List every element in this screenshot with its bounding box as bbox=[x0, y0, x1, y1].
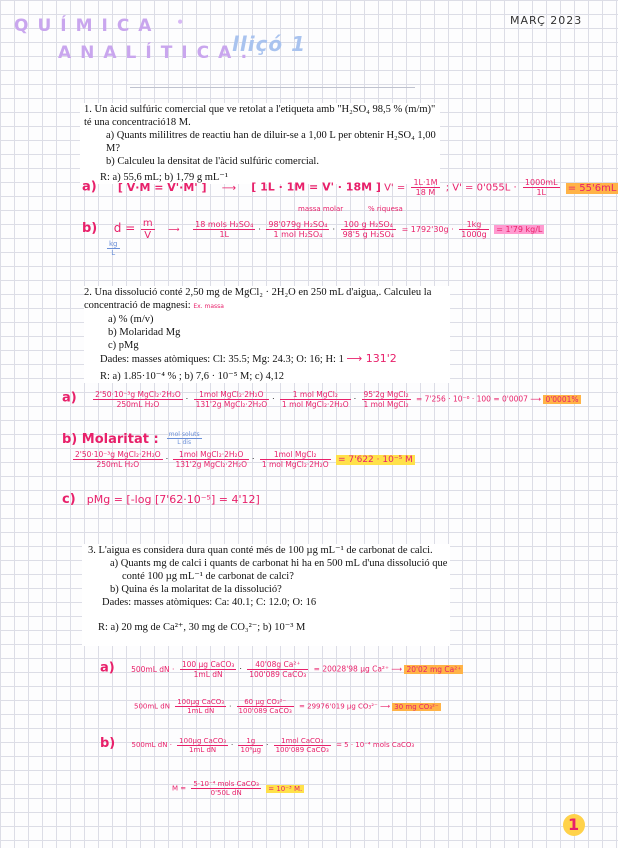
work-1b-result: = 1'79 kg/L bbox=[496, 225, 543, 234]
w3b-factor-2: $\frac{1g}{\text{10⁶µg}}$ bbox=[240, 736, 262, 754]
molarity-definition: $\frac{\text{mol soluts}}{\text{L dis}}$ bbox=[168, 431, 200, 446]
molarity-fraction: $\frac{\text{5·10⁻⁴ mols CaCO₃}}{\text{0'50L dN}}$ bbox=[193, 780, 259, 797]
problem-3-data: Dades: masses atòmiques: Ca: 40.1; C: 12.0; O: 16 bbox=[102, 597, 317, 608]
date: MARÇ 2023 bbox=[510, 14, 583, 27]
problem-3-statement: L'aigua es considera dura quan conté més de 100 µg mL⁻¹ de carbonat de calci. bbox=[98, 545, 433, 556]
work-3-molarity bbox=[172, 780, 304, 797]
work-1b-label: b) bbox=[82, 221, 98, 236]
problem-1-part-b: b) Calculeu la densitat de l'àcid sulfúric comercial. bbox=[106, 156, 319, 167]
problem-3-answer: R: a) 20 mg de Ca²⁺, 30 mg de CO₃²⁻; b) 10⁻³ M bbox=[98, 622, 306, 633]
work-2c bbox=[62, 488, 260, 507]
volume-symbol: V' = bbox=[384, 182, 406, 194]
w3b-result: = 5 · 10⁻⁴ mols CaCO₃ bbox=[336, 741, 415, 749]
w2b-factor-3: $\frac{\text{1mol MgCl₂}}{\text{1 mol MgCl₂·2H₂O}}$ bbox=[261, 450, 329, 469]
w3a1-result: = 20028'98 µg Ca²⁺ bbox=[313, 664, 389, 674]
work-3a-line2: 500mL dN $\frac{\text{100µg CaCO₃}}{\text{1mL dN}}$ · $\frac{\text{60 µg CO₃²⁻}}{\text{100'089 CaCO₃}}$ = 29976'019 µg CO₃²⁻ ⟶ 30 mg CO₃²⁻ bbox=[134, 698, 439, 715]
ml-conversion: $\frac{1000mL}{1L}$ bbox=[524, 178, 558, 197]
work-2b-result: = 7'622 · 10⁻⁵ M bbox=[338, 454, 413, 465]
w2a-factor-2: $\frac{\text{1mol MgCl₂·2H₂O}}{\text{131'2g MgCl₂·2H₂O}}$ bbox=[195, 390, 268, 409]
density-fraction: $\frac{m}{V}$ bbox=[142, 218, 153, 241]
header-divider bbox=[130, 87, 415, 88]
density-units: $\frac{kg}{L}$ bbox=[109, 240, 118, 257]
w3a1-start: 500mL dN · bbox=[131, 664, 175, 674]
page-number: 1 bbox=[568, 815, 580, 834]
problem-2-part-a: a) % (m/v) bbox=[108, 314, 154, 325]
note-molar-mass: massa molar bbox=[298, 205, 344, 213]
problem-1-statement: Un àcid sulfúric comercial que ve retolat a l'etiqueta amb "H₂SO₄ 98,5 % (m/m)" té una concentració18 M. bbox=[84, 104, 436, 128]
dilution-substitution: [ 1L · 1M = V' · 18M ] bbox=[251, 180, 381, 194]
b-factor-4: $\frac{1kg}{1000g}$ bbox=[461, 220, 487, 239]
problem-3-number: 3. bbox=[88, 545, 96, 556]
title-line1: QUÍMICA bbox=[14, 16, 161, 36]
w2a-factor-1: $\frac{\text{2'50·10⁻³g MgCl₂·2H₂O}}{\text{250mL H₂O}}$ bbox=[95, 390, 181, 409]
b-factor-3: $\frac{\text{100 g H₂SO₄}}{\text{98'5 g H₂SO₄}}$ bbox=[342, 220, 395, 239]
problem-2-answer: R: a) 1.85·10⁻⁴ % ; b) 7,6 · 10⁻⁵ M; c) 4,12 bbox=[100, 371, 285, 382]
w3a2-final: 30 mg CO₃²⁻ bbox=[394, 702, 439, 711]
problem-2-part-b: b) Molaridad Mg bbox=[108, 327, 181, 338]
w3a1-final: 20'02 mg Ca²⁺ bbox=[406, 664, 462, 674]
work-2b: $\frac{\text{2'50·10⁻³g MgCl₂·2H₂O}}{\text{250mL H₂O}}$ · $\frac{\text{1mol MgCl₂·2H₂O}}{\text{131'2g MgCl₂·2H₂O}}$ · $\frac{\text{1mol MgCl₂}}{\text{1 mol MgCl₂·2H₂O}}$ = 7'622 · 10⁻⁵ M bbox=[75, 450, 413, 469]
work-3a-label: a) bbox=[100, 660, 115, 676]
work-3b-label: b) bbox=[100, 736, 116, 751]
problem-2: 2. Una dissolució conté 2,50 mg de MgCl₂ · 2H₂O en 250 mL d'aigua,. Calculeu la concentració de magnesi: Ex. massa a) % (m/v) b) Molaridad Mg c) pMg Dades: masses atòmiques: Cl: 35.5; Mg: 24.3; O: 16; H: 1 ⟶ 131'2 R: a) 1.85·10⁻⁴ % ; b) 7,6 · 10⁻⁵ M; c) 4,12 bbox=[84, 286, 450, 383]
w2a-factor-4: $\frac{\text{95'2g MgCl₂}}{\text{1 mol MgCl₂}}$ bbox=[363, 390, 409, 409]
volume-fraction: $\frac{1L\cdot 1M}{18 M}$ bbox=[413, 178, 438, 197]
work-1a-label: a) bbox=[82, 179, 97, 195]
problem-2-note: Ex. massa bbox=[193, 303, 224, 310]
work-3a-line1: a) 500mL dN · $\frac{\text{100 µg CaCO₃}}{\text{1mL dN}}$ · $\frac{\text{40'08g Ca²⁺}}{\text{100'089 CaCO₃}}$ = 20028'98 µg Ca²⁺ ⟶ 20'02 mg Ca²⁺ bbox=[100, 660, 462, 679]
w3a2-result: = 29976'019 µg CO₃²⁻ bbox=[299, 702, 378, 711]
problem-1-answer: R: a) 55,6 mL; b) 1,79 g mL⁻¹ bbox=[100, 172, 228, 183]
volume-value: ; V' = 0'055L · bbox=[445, 182, 517, 194]
work-2b-heading bbox=[62, 428, 205, 447]
work-2a-result: = 7'256 · 10⁻⁶ · 100 = 0'0007 bbox=[415, 394, 528, 404]
w3b-factor-3: $\frac{\text{1mol CaCO₃}}{\text{100'089 CaCO₃}}$ bbox=[275, 736, 329, 754]
note-richness: % riquesa bbox=[368, 205, 403, 213]
lesson-title: lliçó 1 bbox=[232, 32, 307, 56]
w3a1-factor-2: $\frac{\text{40'08g Ca²⁺}}{\text{100'089 CaCO₃}}$ bbox=[249, 660, 307, 679]
work-1a-result: = 55'6mL bbox=[567, 182, 617, 194]
problem-2-statement: Una dissolució conté 2,50 mg de MgCl₂ · 2H₂O en 250 mL d'aigua,. Calculeu la concentració de magnesi: bbox=[84, 287, 432, 311]
w3a2-start: 500mL dN bbox=[134, 702, 170, 711]
b-factor-1: $\frac{\text{18 mols H₂SO₄}}{1L}$ bbox=[195, 220, 254, 239]
work-3b: b) 500mL dN · $\frac{\text{100µg CaCO₃}}{\text{1mL dN}}$ · $\frac{1g}{\text{10⁶µg}}$ · $\frac{\text{1mol CaCO₃}}{\text{100'089 CaCO₃}}$ = 5 · 10⁻⁴ mols CaCO₃ bbox=[100, 736, 415, 754]
molarity-symbol: M = bbox=[172, 784, 187, 793]
problem-1-number: 1. bbox=[84, 104, 92, 115]
b-factor-2: $\frac{\text{98'079g H₂SO₄}}{\text{1 mol H₂SO₄}}$ bbox=[268, 220, 328, 239]
problem-1-part-a: a) Quants mililitres de reactiu han de diluir-se a 1,00 L per obtenir H₂SO₄ 1,00 M? bbox=[106, 130, 436, 154]
work-2b-label: b) Molaritat : bbox=[62, 432, 159, 447]
problem-3 bbox=[82, 544, 450, 646]
problem-1 bbox=[80, 103, 440, 184]
title-line2: ANALÍTICA. bbox=[58, 43, 257, 63]
work-1a: a) [ V·M = V'·M' ] ⟶ [ 1L · 1M = V' · 18M ] V' = $\frac{1L\cdot 1M}{18 M}$ ; V' = 0'055L · $\frac{1000mL}{1L}$ = 55'6mL bbox=[82, 178, 617, 197]
problem-2-number: 2. bbox=[84, 287, 92, 298]
work-2a: a) $\frac{\text{2'50·10⁻³g MgCl₂·2H₂O}}{\text{250mL H₂O}}$ · $\frac{\text{1mol MgCl₂·2H₂O}}{\text{131'2g MgCl₂·2H₂O}}$ · $\frac{\text{1 mol MgCl₂}}{\text{1 mol MgCl₂·2H₂O}}$ · $\frac{\text{95'2g MgCl₂}}{\text{1 mol MgCl₂}}$ = 7'256 · 10⁻⁶ · 100 = 0'0007 ⟶ 0'0001% bbox=[62, 390, 579, 409]
problem-3-part-a: a) Quants mg de calci i quants de carbonat hi ha en 500 mL d'una dissolució que conté 100 µg mL⁻¹ de carbonat de calci? bbox=[110, 558, 448, 582]
problem-2-data: Dades: masses atòmiques: Cl: 35.5; Mg: 24.3; O: 16; H: 1 bbox=[100, 354, 344, 365]
molarity-result: = 10⁻³ M. bbox=[268, 784, 303, 793]
w3a2-factor-1: $\frac{\text{100µg CaCO₃}}{\text{1mL dN}}$ bbox=[177, 698, 225, 715]
work-1b: b) d = $\frac{m}{V}$ ⟶ $\frac{\text{18 mols H₂SO₄}}{1L}$ · $\frac{\text{98'079g H₂SO₄}}{\text{1 mol H₂SO₄}}$ · $\frac{\text{100 g H₂SO₄}}{\text{98'5 g H₂SO₄}}$ = 1792'30g · $\frac{1kg}{1000g}$ = 1'79 kg/L bbox=[82, 218, 543, 241]
dilution-formula: [ V·M = V'·M' ] bbox=[117, 180, 207, 194]
work-2c-label: c) bbox=[62, 492, 76, 507]
w2b-factor-2: $\frac{\text{1mol MgCl₂·2H₂O}}{\text{131'2g MgCl₂·2H₂O}}$ bbox=[175, 450, 248, 469]
title-dot: • bbox=[177, 12, 184, 32]
w3b-factor-1: $\frac{\text{100µg CaCO₃}}{\text{1mL dN}}$ bbox=[179, 736, 227, 754]
w2a-factor-3: $\frac{\text{1 mol MgCl₂}}{\text{1 mol MgCl₂·2H₂O}}$ bbox=[281, 390, 349, 409]
b-intermediate: = 1792'30g · bbox=[401, 225, 454, 234]
w3b-start: 500mL dN · bbox=[131, 741, 172, 749]
w3a1-factor-1: $\frac{\text{100 µg CaCO₃}}{\text{1mL dN}}$ bbox=[181, 660, 235, 679]
work-2a-final: 0'0001% bbox=[545, 394, 579, 404]
w2b-factor-1: $\frac{\text{2'50·10⁻³g MgCl₂·2H₂O}}{\text{250mL H₂O}}$ bbox=[75, 450, 161, 469]
problem-3-part-b: b) Quina és la molaritat de la dissolució? bbox=[110, 584, 282, 595]
problem-2-part-c: c) pMg bbox=[108, 340, 139, 351]
problem-2-mass: 131'2 bbox=[365, 352, 397, 365]
w3a2-factor-2: $\frac{\text{60 µg CO₃²⁻}}{\text{100'089 CaCO₃}}$ bbox=[238, 698, 292, 715]
density-symbol: d = bbox=[113, 221, 136, 235]
pmg-equation: pMg = [-log [7'62·10⁻⁵] = 4'12] bbox=[86, 493, 260, 506]
work-2a-label: a) bbox=[62, 390, 77, 406]
